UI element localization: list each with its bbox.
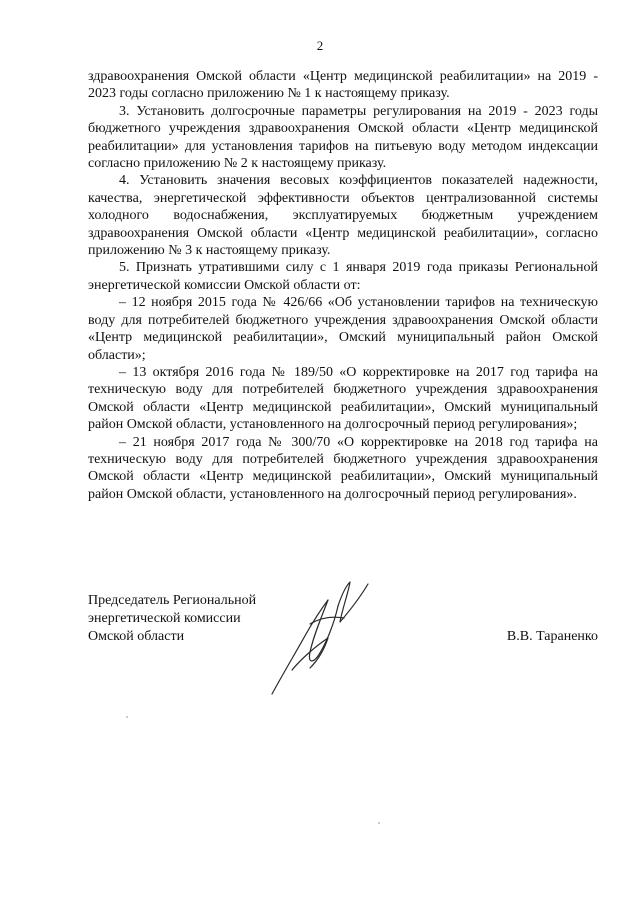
paragraph-item-4: 4. Установить значения весовых коэффициентов показателей надежности, качества, энергетической эффективности объектов централизованной системы холодного водоснабжения, эксплуатируемых бюджетным учреждением здравоохранения Омской области «Центр медицинской реабилитации», согласно приложению № 3 к настоящему приказу. xyxy=(88,173,598,259)
scan-speck xyxy=(126,716,128,718)
signatory-position xyxy=(88,592,256,646)
position-line: энергетической комиссии xyxy=(88,611,241,626)
signatory-name: В.В. Тараненко xyxy=(506,629,598,644)
body-text xyxy=(88,68,598,503)
list-item-order-2015: – 12 ноября 2015 года № 426/66 «Об установлении тарифов на техническую воду для потребителей бюджетного учреждения здравоохранения Омской области «Центр медицинской реабилитации», Омский муниципальный район Омской области»; xyxy=(88,295,598,363)
paragraph-item-3: 3. Установить долгосрочные параметры регулирования на 2019 - 2023 годы бюджетного учреждения здравоохранения Омской области «Центр медицинской реабилитации» для установления тарифов на питьевую воду методом индексации согласно приложению № 2 к настоящему приказу. xyxy=(88,103,598,172)
page-number: 2 xyxy=(316,38,324,53)
position-line: Председатель Региональной xyxy=(88,593,257,608)
paragraph-item-5: 5. Признать утратившими силу с 1 января 2019 года приказы Региональной энергетической комиссии Омской области от: xyxy=(88,260,598,293)
position-line: Омской области xyxy=(88,629,185,644)
scan-speck xyxy=(378,822,380,824)
paragraph-continuation: здравоохранения Омской области «Центр медицинской реабилитации» на 2019 - 2023 годы согласно приложению № 1 к настоящему приказу. xyxy=(88,69,598,102)
list-item-order-2016: – 13 октября 2016 года № 189/50 «О корректировке на 2017 год тарифа на техническую воду для потребителей бюджетного учреждения здравоохранения Омской области «Центр медицинской реабилитации», Омский муниципальный район Омской области, установленного на долгосрочный период регулирования»; xyxy=(88,364,598,433)
list-item-order-2017: – 21 ноября 2017 года № 300/70 «О корректировке на 2018 год тарифа на техническую воду для потребителей бюджетного учреждения здравоохранения Омской области «Центр медицинской реабилитации», Омский муниципальный район Омской области, установленного на долгосрочный период регулирования». xyxy=(88,434,598,502)
handwritten-signature xyxy=(262,572,382,696)
